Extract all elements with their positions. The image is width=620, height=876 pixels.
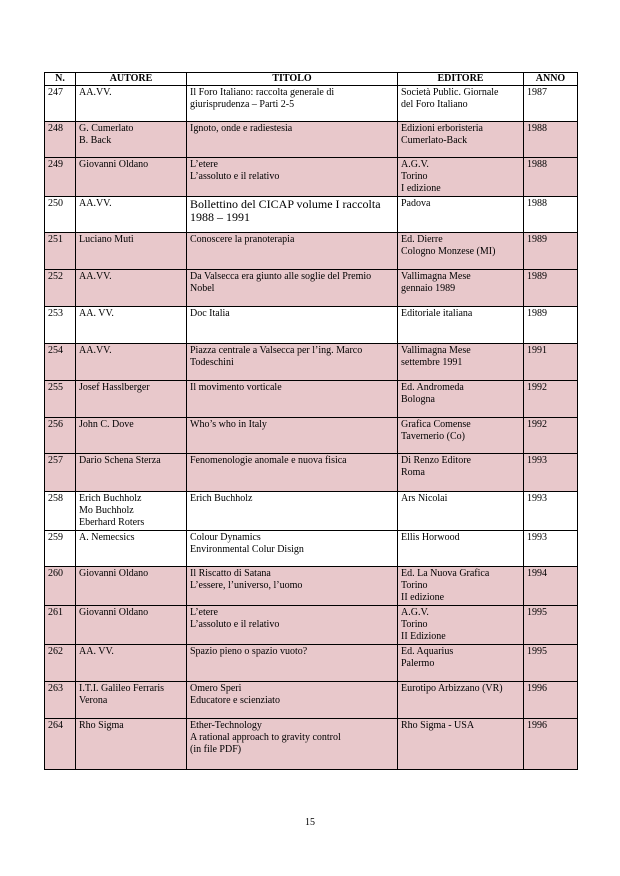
cell-editore xyxy=(398,270,524,307)
cell-anno: 1989 xyxy=(524,270,578,307)
titolo-line: Colour Dynamics xyxy=(190,532,261,543)
titolo-line: L’etere xyxy=(190,607,218,618)
table-row xyxy=(45,122,578,158)
cell-anno: 1992 xyxy=(524,381,578,418)
cell-anno: 1988 xyxy=(524,197,578,233)
editore-line: Eurotipo Arbizzano (VR) xyxy=(401,683,503,694)
autore-line: John C. Dove xyxy=(79,419,134,430)
autore-line: Mo Buchholz xyxy=(79,505,134,516)
editore-line: Rho Sigma - USA xyxy=(401,720,475,731)
cell-anno: 1989 xyxy=(524,307,578,344)
titolo-line: L’assoluto e il relativo xyxy=(190,619,280,630)
editore-line: Cologno Monzese (MI) xyxy=(401,246,496,257)
autore-line: Dario Schena Sterza xyxy=(79,455,161,466)
cell-num: 259 xyxy=(45,531,76,567)
cell-autore xyxy=(76,86,187,122)
editore-line: Torino xyxy=(401,580,428,591)
cell-anno: 1993 xyxy=(524,454,578,492)
autore-line: B. Back xyxy=(79,135,112,146)
cell-titolo xyxy=(187,606,398,645)
autore-line: Giovanni Oldano xyxy=(79,568,149,579)
titolo-line: L’etere xyxy=(190,159,218,170)
cell-titolo xyxy=(187,197,398,233)
editore-line: Torino xyxy=(401,619,428,630)
table-row xyxy=(45,344,578,381)
cell-num: 258 xyxy=(45,492,76,531)
cell-num: 249 xyxy=(45,158,76,197)
cell-autore xyxy=(76,492,187,531)
autore-line: I.T.I. Galileo Ferraris xyxy=(79,683,165,694)
table-row xyxy=(45,307,578,344)
table-row xyxy=(45,645,578,682)
titolo-line: Spazio pieno o spazio vuoto? xyxy=(190,646,308,657)
autore-line: Luciano Muti xyxy=(79,234,134,245)
header-autore: AUTORE xyxy=(76,73,187,86)
titolo-line: Il Riscatto di Satana xyxy=(190,568,271,579)
editore-line: Editoriale italiana xyxy=(401,308,473,319)
cell-editore xyxy=(398,344,524,381)
autore-line: A. Nemecsics xyxy=(79,532,135,543)
cell-anno: 1996 xyxy=(524,682,578,719)
cell-titolo xyxy=(187,531,398,567)
cell-titolo xyxy=(187,122,398,158)
cell-editore xyxy=(398,606,524,645)
header-titolo: TITOLO xyxy=(187,73,398,86)
autore-line: Erich Buchholz xyxy=(79,493,142,504)
editore-line: Vallimagna Mese xyxy=(401,271,471,282)
autore-line: Eberhard Roters xyxy=(79,517,145,528)
cell-titolo xyxy=(187,492,398,531)
editore-line: Di Renzo Editore xyxy=(401,455,471,466)
table-row xyxy=(45,719,578,770)
cell-num: 253 xyxy=(45,307,76,344)
cell-editore xyxy=(398,418,524,454)
autore-line: AA.VV. xyxy=(79,87,112,98)
cell-num: 254 xyxy=(45,344,76,381)
header-editore: EDITORE xyxy=(398,73,524,86)
titolo-line: Conoscere la pranoterapia xyxy=(190,234,295,245)
cell-num: 256 xyxy=(45,418,76,454)
editore-line: gennaio 1989 xyxy=(401,283,456,294)
cell-anno: 1988 xyxy=(524,158,578,197)
cell-num: 255 xyxy=(45,381,76,418)
cell-titolo xyxy=(187,86,398,122)
table-row xyxy=(45,606,578,645)
header-row xyxy=(45,73,578,86)
cell-autore xyxy=(76,454,187,492)
cell-anno: 1992 xyxy=(524,418,578,454)
table-row xyxy=(45,270,578,307)
titolo-line: Omero Speri xyxy=(190,683,242,694)
autore-line: Rho Sigma xyxy=(79,720,124,731)
editore-line: Vallimagna Mese xyxy=(401,345,471,356)
cell-editore xyxy=(398,531,524,567)
table-row xyxy=(45,381,578,418)
titolo-line: Il Foro Italiano: raccolta generale di xyxy=(190,87,335,98)
cell-titolo xyxy=(187,158,398,197)
cell-autore xyxy=(76,418,187,454)
cell-num: 252 xyxy=(45,270,76,307)
autore-line: G. Cumerlato xyxy=(79,123,134,134)
cell-anno: 1995 xyxy=(524,606,578,645)
cell-autore xyxy=(76,233,187,270)
cell-autore xyxy=(76,158,187,197)
autore-line: AA. VV. xyxy=(79,646,114,657)
titolo-line: (in file PDF) xyxy=(190,744,242,755)
titolo-line: Fenomenologie anomale e nuova fisica xyxy=(190,455,347,466)
cell-titolo xyxy=(187,454,398,492)
cell-autore xyxy=(76,381,187,418)
cell-editore xyxy=(398,645,524,682)
cell-editore xyxy=(398,158,524,197)
titolo-line: Educatore e scienziato xyxy=(190,695,280,706)
cell-anno: 1987 xyxy=(524,86,578,122)
cell-autore xyxy=(76,682,187,719)
editore-line: Ellis Horwood xyxy=(401,532,460,543)
autore-line: Josef Hasslberger xyxy=(79,382,150,393)
table-row xyxy=(45,531,578,567)
cell-anno: 1988 xyxy=(524,122,578,158)
cell-editore xyxy=(398,307,524,344)
cell-anno: 1991 xyxy=(524,344,578,381)
cell-editore xyxy=(398,233,524,270)
cell-titolo xyxy=(187,682,398,719)
cell-autore xyxy=(76,606,187,645)
table-row xyxy=(45,418,578,454)
cell-anno: 1993 xyxy=(524,492,578,531)
cell-titolo xyxy=(187,719,398,770)
cell-titolo xyxy=(187,567,398,606)
editore-line: Società Public. Giornale xyxy=(401,87,499,98)
editore-line: Edizioni erboristeria xyxy=(401,123,483,134)
cell-editore xyxy=(398,719,524,770)
autore-line: AA.VV. xyxy=(79,198,112,209)
titolo-line: 1988 – 1991 xyxy=(190,211,250,224)
editore-line: A.G.V. xyxy=(401,607,429,618)
autore-line: Giovanni Oldano xyxy=(79,607,149,618)
titolo-line: Da Valsecca era giunto alle soglie del Premio xyxy=(190,271,372,282)
editore-line: II edizione xyxy=(401,592,445,603)
table-row xyxy=(45,492,578,531)
cell-editore xyxy=(398,492,524,531)
autore-line: Verona xyxy=(79,695,108,706)
editore-line: Tavernerio (Co) xyxy=(401,431,465,442)
titolo-line: L’assoluto e il relativo xyxy=(190,171,280,182)
cell-num: 257 xyxy=(45,454,76,492)
cell-editore xyxy=(398,197,524,233)
cell-autore xyxy=(76,719,187,770)
editore-line: Cumerlato-Back xyxy=(401,135,468,146)
autore-line: Giovanni Oldano xyxy=(79,159,149,170)
titolo-line: Erich Buchholz xyxy=(190,493,253,504)
titolo-line: Environmental Colur Disign xyxy=(190,544,304,555)
titolo-line: Doc Italia xyxy=(190,308,230,319)
page-number: 15 xyxy=(305,817,315,828)
table-row xyxy=(45,233,578,270)
editore-line: Grafica Comense xyxy=(401,419,471,430)
titolo-line: Bollettino del CICAP volume I raccolta xyxy=(190,198,381,211)
table-row xyxy=(45,197,578,233)
cell-autore xyxy=(76,567,187,606)
cell-anno: 1996 xyxy=(524,719,578,770)
cell-autore xyxy=(76,344,187,381)
cell-autore xyxy=(76,645,187,682)
editore-line: I edizione xyxy=(401,183,441,194)
table-body xyxy=(45,86,578,770)
titolo-line: Il movimento vorticale xyxy=(190,382,282,393)
table-row xyxy=(45,454,578,492)
cell-titolo xyxy=(187,233,398,270)
editore-line: Torino xyxy=(401,171,428,182)
editore-line: Roma xyxy=(401,467,425,478)
editore-line: Ed. Aquarius xyxy=(401,646,454,657)
editore-line: Ed. La Nuova Grafica xyxy=(401,568,490,579)
table-row xyxy=(45,158,578,197)
cell-num: 261 xyxy=(45,606,76,645)
cell-num: 247 xyxy=(45,86,76,122)
editore-line: Ed. Dierre xyxy=(401,234,443,245)
titolo-line: Piazza centrale a Valsecca per l’ing. Marco xyxy=(190,345,363,356)
cell-num: 263 xyxy=(45,682,76,719)
cell-editore xyxy=(398,454,524,492)
editore-line: Ars Nicolai xyxy=(401,493,448,504)
table-row xyxy=(45,682,578,719)
titolo-line: L’essere, l’universo, l’uomo xyxy=(190,580,303,591)
cell-editore xyxy=(398,122,524,158)
autore-line: AA. VV. xyxy=(79,308,114,319)
cell-num: 260 xyxy=(45,567,76,606)
editore-line: Ed. Andromeda xyxy=(401,382,464,393)
cell-num: 262 xyxy=(45,645,76,682)
cell-anno: 1994 xyxy=(524,567,578,606)
cell-titolo xyxy=(187,344,398,381)
autore-line: AA.VV. xyxy=(79,271,112,282)
autore-line: AA.VV. xyxy=(79,345,112,356)
cell-autore xyxy=(76,197,187,233)
titolo-line: Todeschini xyxy=(190,357,234,368)
header-num: N. xyxy=(45,73,76,86)
cell-titolo xyxy=(187,645,398,682)
titolo-line: giurisprudenza – Parti 2-5 xyxy=(190,99,295,110)
cell-editore xyxy=(398,381,524,418)
cell-titolo xyxy=(187,418,398,454)
table-row xyxy=(45,567,578,606)
cell-titolo xyxy=(187,270,398,307)
cell-autore xyxy=(76,307,187,344)
titolo-line: Ether-Technology xyxy=(190,720,262,731)
editore-line: settembre 1991 xyxy=(401,357,463,368)
editore-line: II Edizione xyxy=(401,631,446,642)
header-anno: ANNO xyxy=(524,73,578,86)
editore-line: del Foro Italiano xyxy=(401,99,468,110)
editore-line: Bologna xyxy=(401,394,435,405)
cell-num: 250 xyxy=(45,197,76,233)
cell-anno: 1989 xyxy=(524,233,578,270)
editore-line: Padova xyxy=(401,198,431,209)
cell-autore xyxy=(76,531,187,567)
cell-editore xyxy=(398,567,524,606)
cell-titolo xyxy=(187,307,398,344)
catalog-table xyxy=(44,72,578,770)
cell-autore xyxy=(76,122,187,158)
titolo-line: Ignoto, onde e radiestesia xyxy=(190,123,293,134)
titolo-line: Nobel xyxy=(190,283,215,294)
editore-line: Palermo xyxy=(401,658,435,669)
cell-editore xyxy=(398,86,524,122)
cell-anno: 1995 xyxy=(524,645,578,682)
cell-num: 248 xyxy=(45,122,76,158)
titolo-line: Who’s who in Italy xyxy=(190,419,267,430)
cell-num: 251 xyxy=(45,233,76,270)
cell-num: 264 xyxy=(45,719,76,770)
editore-line: A.G.V. xyxy=(401,159,429,170)
cell-editore xyxy=(398,682,524,719)
cell-anno: 1993 xyxy=(524,531,578,567)
cell-autore xyxy=(76,270,187,307)
titolo-line: A rational approach to gravity control xyxy=(190,732,341,743)
cell-titolo xyxy=(187,381,398,418)
table-row xyxy=(45,86,578,122)
